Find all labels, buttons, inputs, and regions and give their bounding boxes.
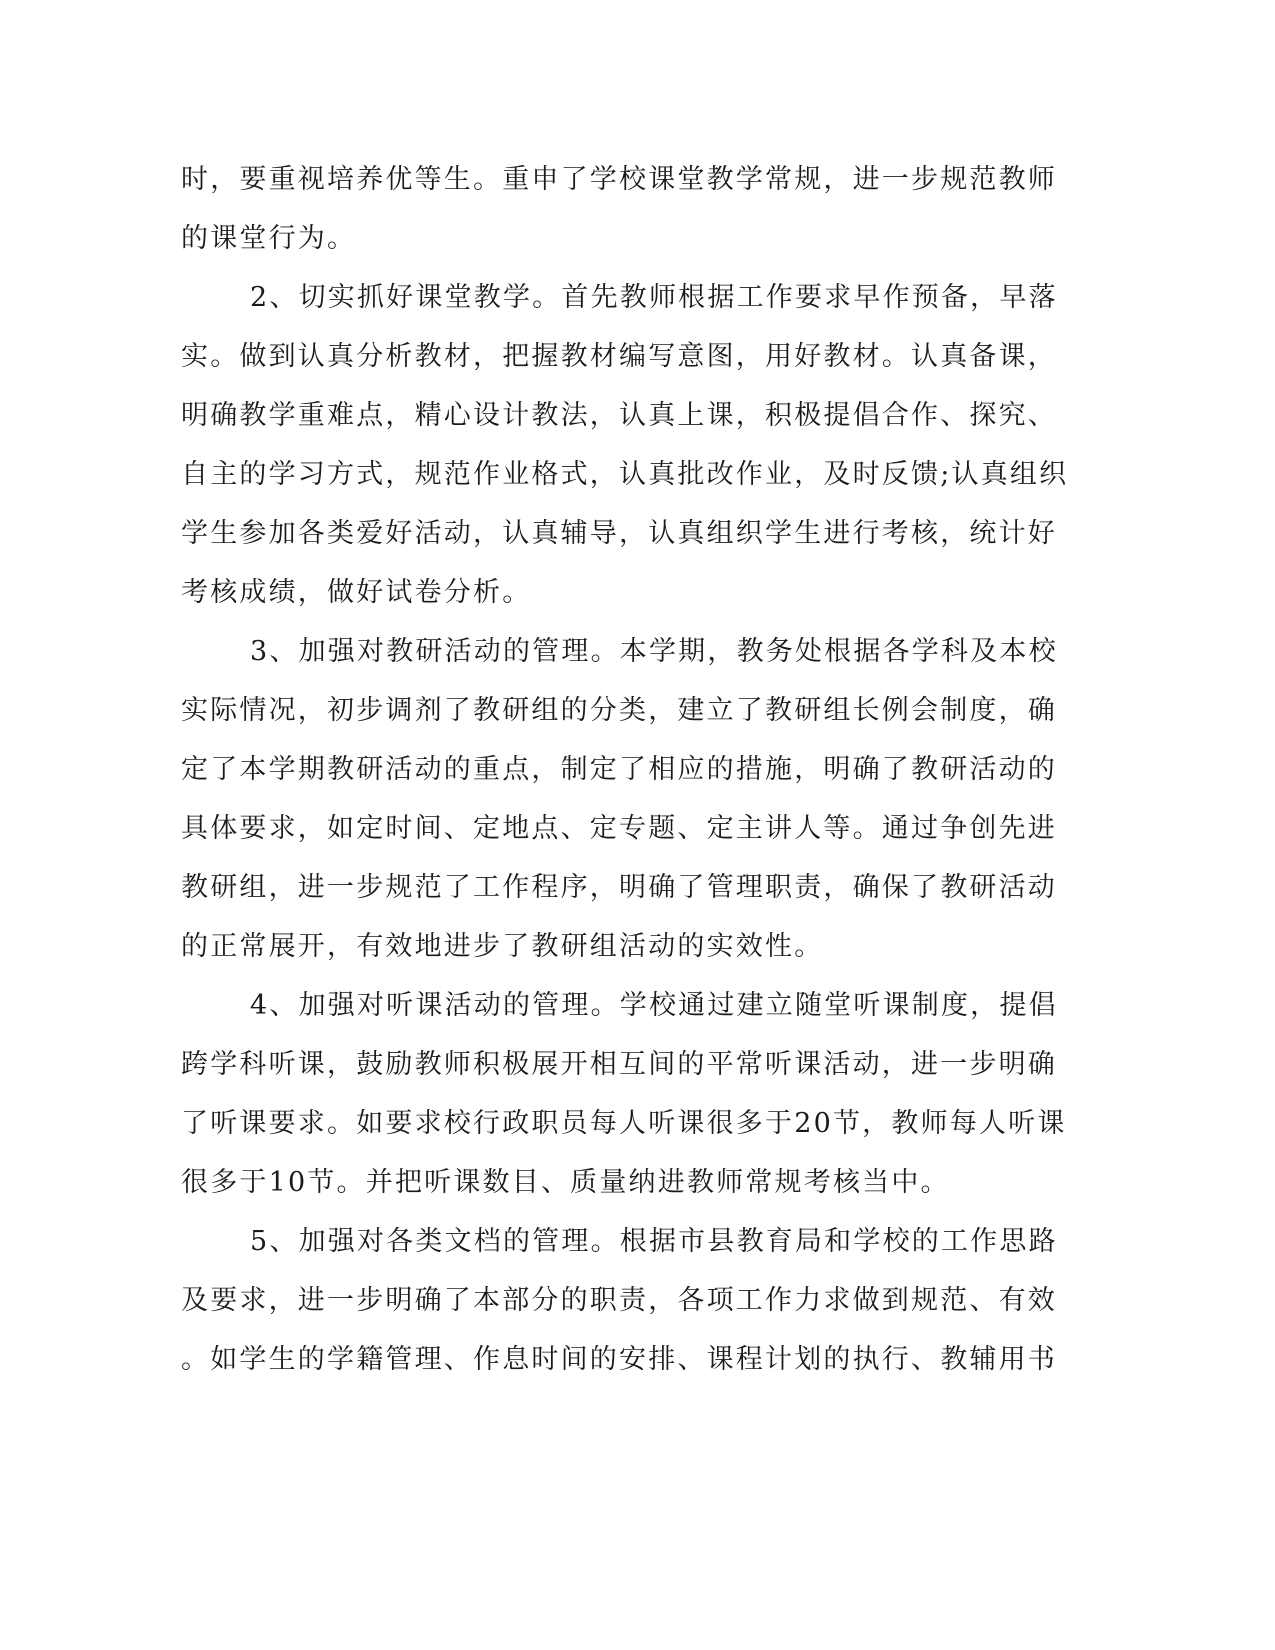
text-line: 考核成绩，做好试卷分析。 — [181, 577, 532, 608]
paragraph-4-start: 4、加强对听课活动的管理。学校通过建立随堂听课制度，提倡 — [250, 990, 1058, 1021]
text-line: 实际情况，初步调剂了教研组的分类，建立了教研组长例会制度，确 — [181, 695, 1057, 726]
text-line: 教研组，进一步规范了工作程序，明确了管理职责，确保了教研活动 — [181, 872, 1057, 903]
text-line: 自主的学习方式，规范作业格式，认真批改作业，及时反馈;认真组织 — [181, 459, 1069, 490]
text-line: 具体要求，如定时间、定地点、定专题、定主讲人等。通过争创先进 — [181, 813, 1057, 844]
text-line: 跨学科听课，鼓励教师积极展开相互间的平常听课活动，进一步明确 — [181, 1049, 1057, 1080]
text-line: 实。做到认真分析教材，把握教材编写意图，用好教材。认真备课， — [181, 341, 1057, 372]
text-line: 定了本学期教研活动的重点，制定了相应的措施，明确了教研活动的 — [181, 754, 1057, 785]
text-line: 的课堂行为。 — [181, 223, 357, 254]
text-line: 及要求，进一步明确了本部分的职责，各项工作力求做到规范、有效 — [181, 1285, 1057, 1316]
text-line: 。如学生的学籍管理、作息时间的安排、课程计划的执行、教辅用书 — [181, 1344, 1057, 1375]
text-line: 了听课要求。如要求校行政职员每人听课很多于20节，教师每人听课 — [181, 1108, 1067, 1139]
paragraph-2-start: 2、切实抓好课堂教学。首先教师根据工作要求早作预备，早落 — [250, 282, 1058, 313]
paragraph-3-start: 3、加强对教研活动的管理。本学期，教务处根据各学科及本校 — [250, 636, 1058, 667]
text-line: 的正常展开，有效地进步了教研组活动的实效性。 — [181, 931, 824, 962]
text-line: 明确教学重难点，精心设计教法，认真上课，积极提倡合作、探究、 — [181, 400, 1057, 431]
text-line: 学生参加各类爱好活动，认真辅导，认真组织学生进行考核，统计好 — [181, 518, 1057, 549]
text-line: 时，要重视培养优等生。重申了学校课堂教学常规，进一步规范教师 — [181, 164, 1057, 195]
text-line: 很多于10节。并把听课数目、质量纳进教师常规考核当中。 — [181, 1167, 950, 1198]
paragraph-5-start: 5、加强对各类文档的管理。根据市县教育局和学校的工作思路 — [250, 1226, 1058, 1257]
